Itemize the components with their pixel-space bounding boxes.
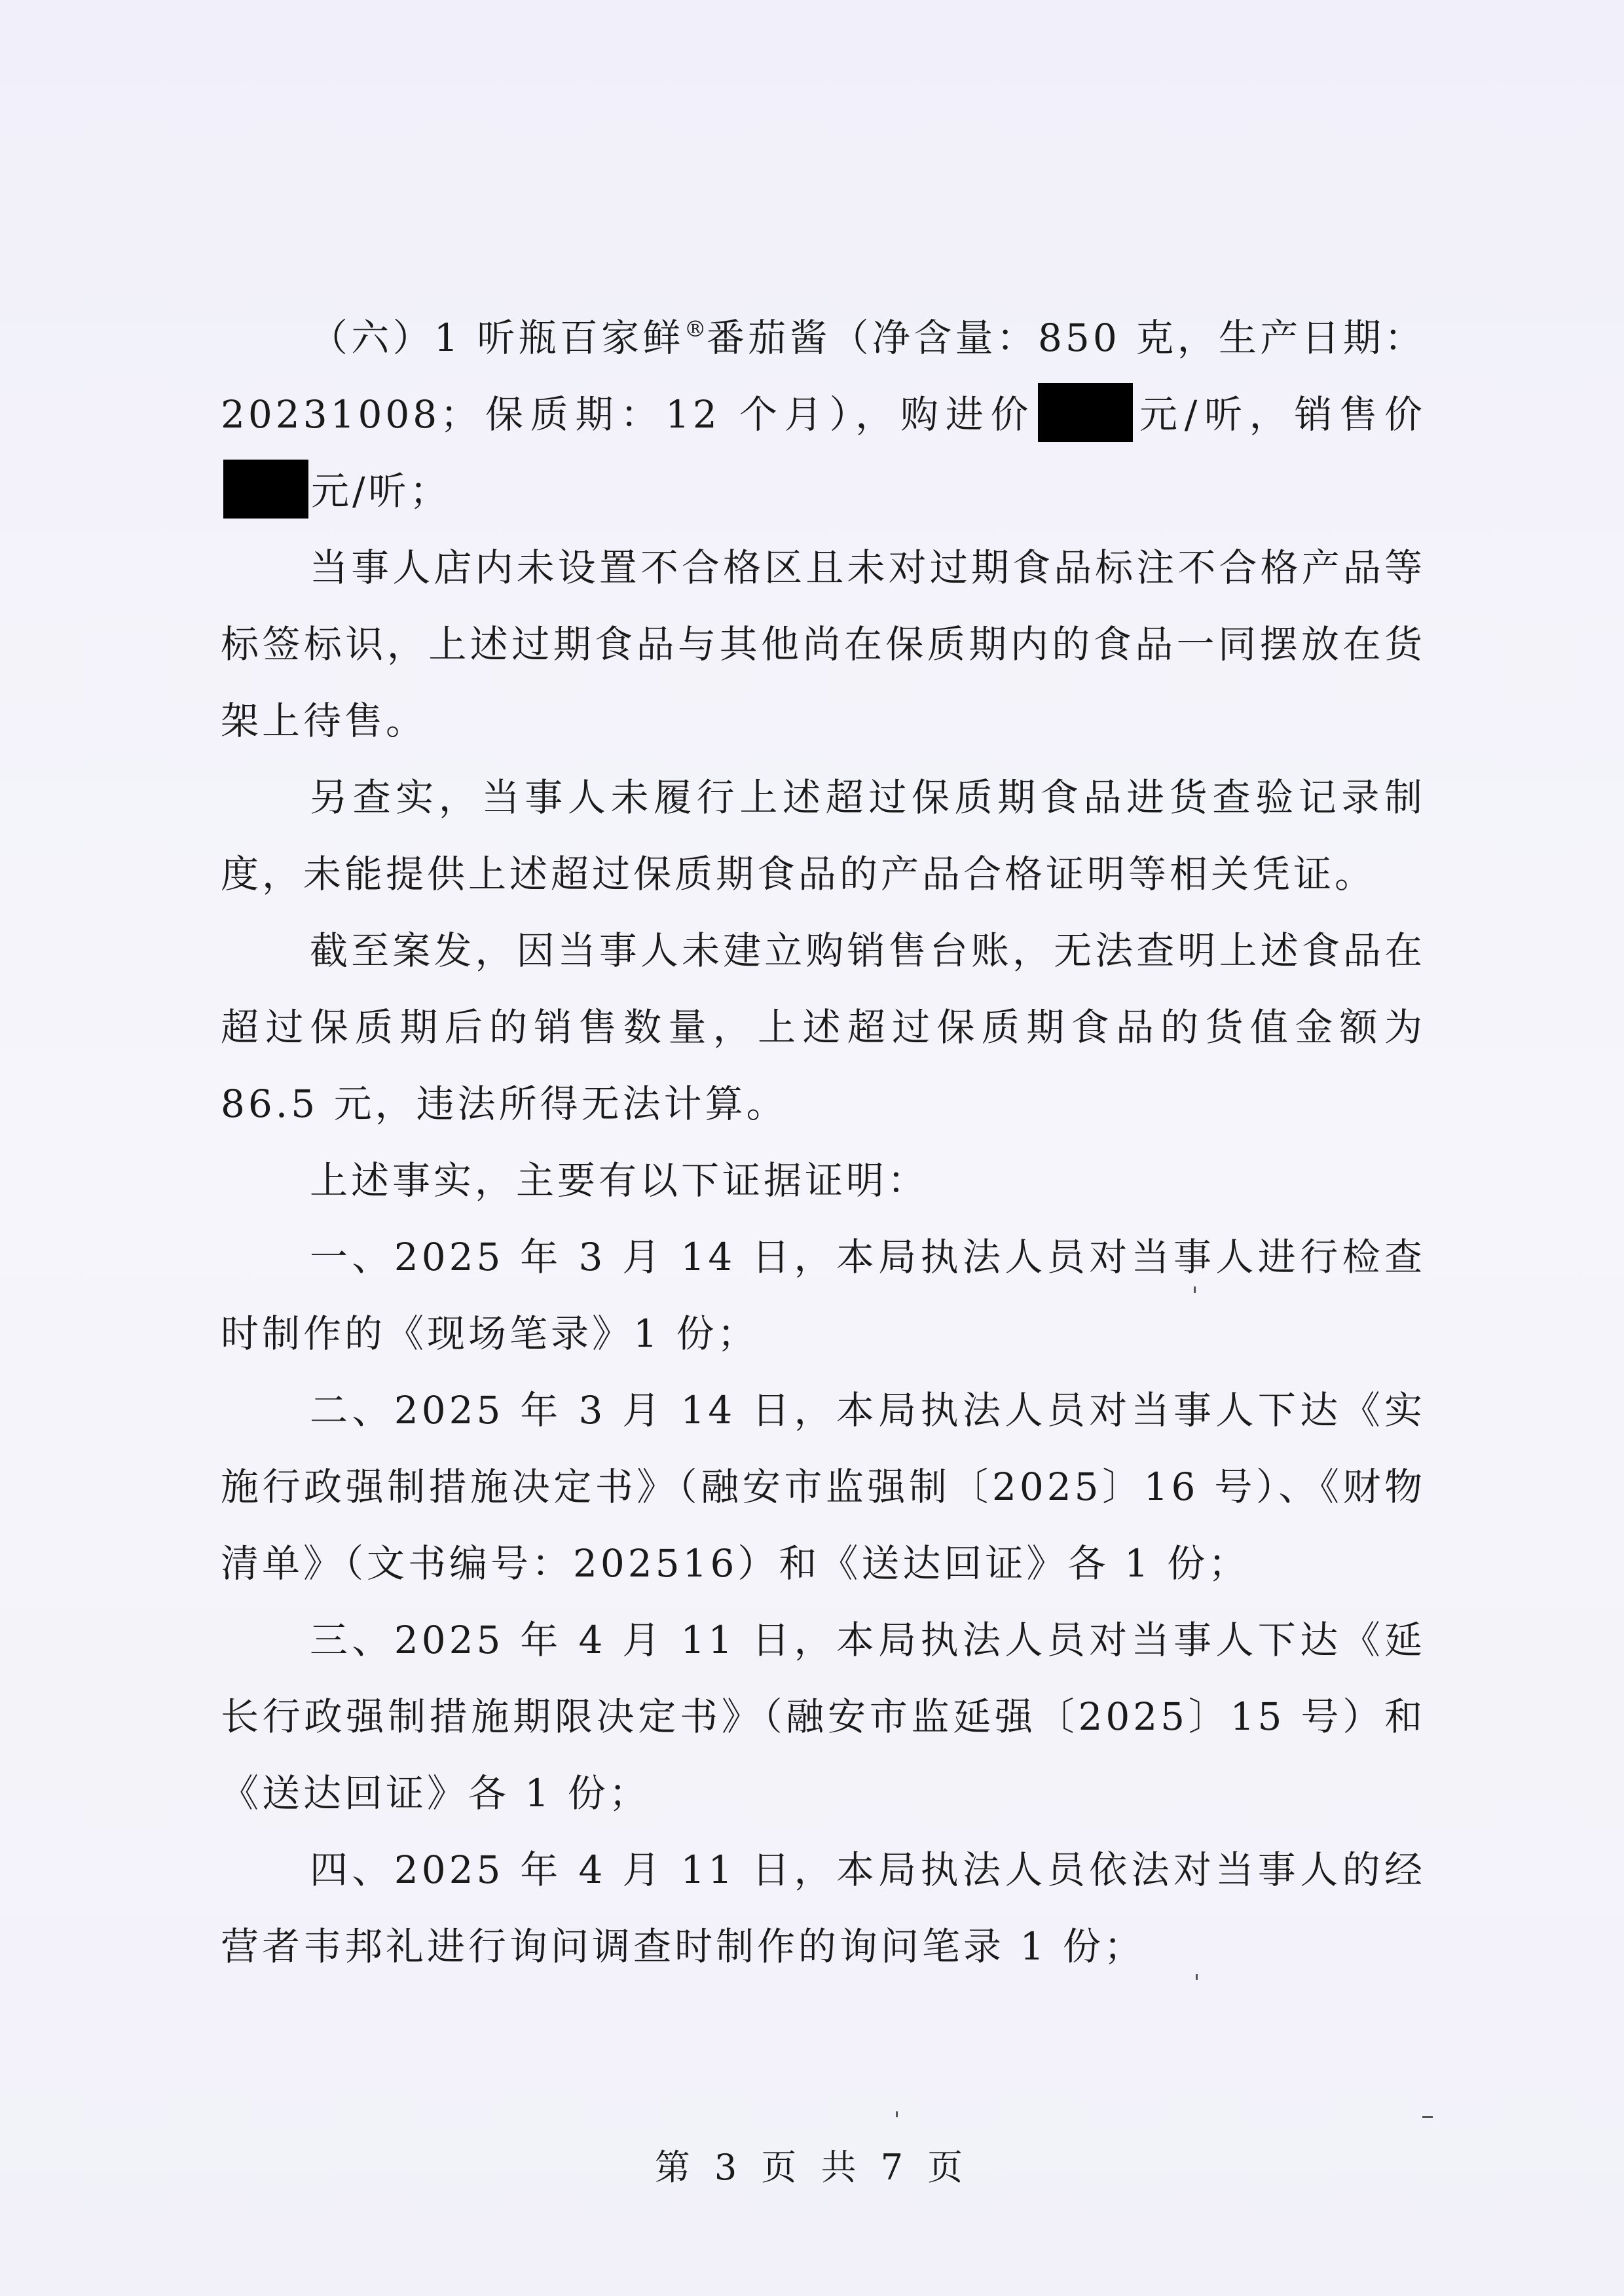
scan-speck: [896, 2111, 898, 2117]
paragraph-no-reject-zone: 当事人店内未设置不合格区且未对过期食品标注不合格产品等标签标识，上述过期食品与其他尚在保质期内的食品一同摆放在货架上待售。: [221, 545, 1426, 743]
scan-speck: [1422, 2116, 1433, 2118]
evidence-item-4: 四、2025 年 4 月 11 日，本局执法人员依法对当事人的经营者韦邦礼进行询问调查时制作的询问笔录 1 份；: [221, 1848, 1426, 1969]
scan-speck: [1196, 1974, 1198, 1980]
redacted-purchase-price: [1038, 383, 1133, 442]
evidence-item-3: 三、2025 年 4 月 11 日，本局执法人员对当事人下达《延长行政强制措施期限决定书》（融安市监延强〔2025〕15 号）和《送达回证》各 1 份；: [221, 1618, 1426, 1815]
item-six-prefix: （六）1 听瓶百家鲜: [310, 316, 684, 360]
paragraph-goods-value: 截至案发，因当事人未建立购销售台账，无法查明上述食品在超过保质期后的销售数量，上述超过保质期食品的货值金额为 86.5 元，违法所得无法计算。: [221, 928, 1426, 1126]
registered-mark: ®: [684, 316, 707, 342]
item-six-text: 番茄酱（净含量：850 克，生产日期：20231008；保质期：12 个月），购进价: [221, 316, 1426, 437]
paragraph-no-inspection-record: 另查实，当事人未履行上述超过保质期食品进货查验记录制度，未能提供上述超过保质期食品的产品合格证明等相关凭证。: [221, 775, 1426, 896]
page-footer: 第 3 页 共 7 页: [654, 2147, 970, 2188]
item-six-unit-a: 元/听，销售价: [1135, 392, 1426, 437]
item-six-paragraph: [221, 291, 1426, 530]
redacted-sale-price: [223, 460, 308, 519]
paragraph-evidence-intro: 上述事实，主要有以下证据证明：: [310, 1158, 929, 1203]
item-six-unit-b: 元/听；: [311, 469, 451, 513]
evidence-item-1: 一、2025 年 3 月 14 日，本局执法人员对当事人进行检查时制作的《现场笔录》1 份；: [221, 1235, 1426, 1356]
evidence-item-2: 二、2025 年 3 月 14 日，本局执法人员对当事人下达《实施行政强制措施决定书》（融安市监强制〔2025〕16 号）、《财物清单》（文书编号：202516）和《送达回证》各 1 份；: [221, 1388, 1426, 1586]
document-body: [221, 291, 1426, 1985]
scan-speck: [1194, 1286, 1196, 1293]
